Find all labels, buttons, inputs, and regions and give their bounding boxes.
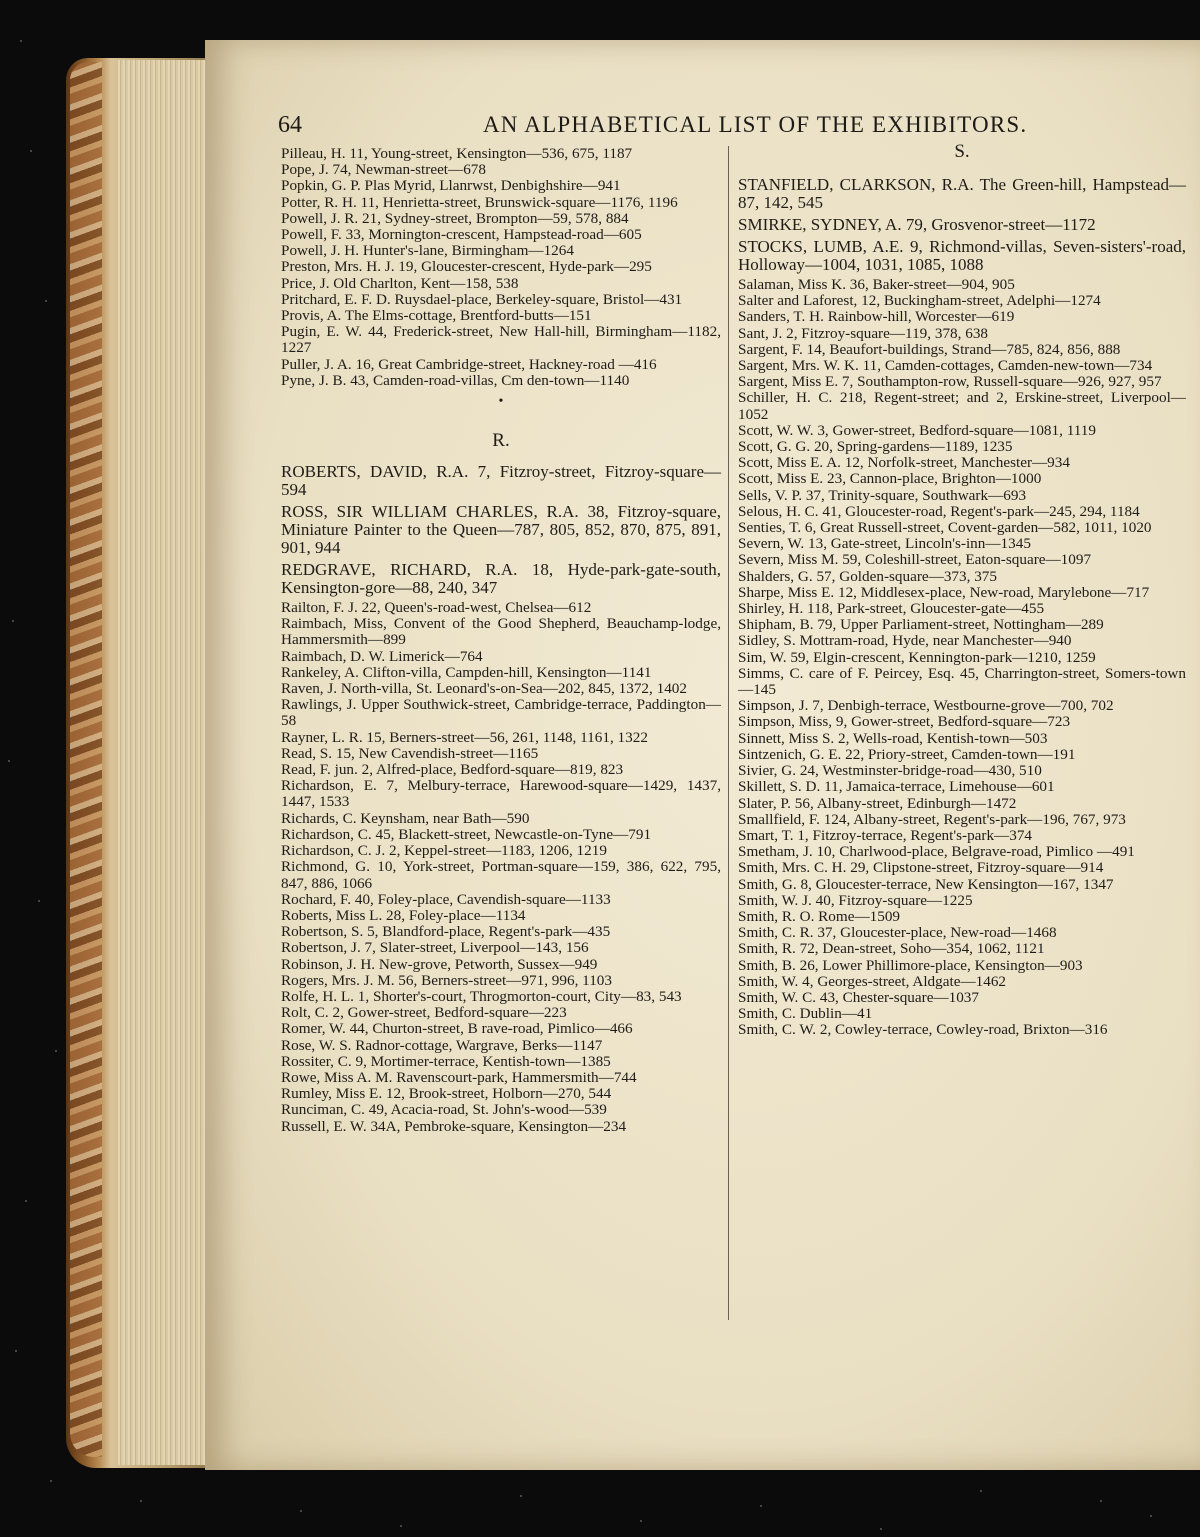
background-speck — [50, 1480, 52, 1482]
background-speck — [30, 150, 32, 152]
background-speck — [55, 1050, 57, 1052]
exhibitor-entry: Price, J. Old Charlton, Kent—158, 538 — [281, 274, 519, 292]
exhibitor-entry: Simpson, J. 7, Denbigh-terrace, Westbourne-grove—700, 702 — [738, 697, 1114, 715]
background-speck — [760, 1505, 762, 1507]
column-divider — [728, 146, 729, 1320]
exhibitor-entry: Rochard, F. 40, Foley-place, Cavendish-square—1133 — [281, 890, 611, 908]
exhibitor-entry: Pilleau, H. 11, Young-street, Kensington—536, 675, 1187 — [281, 145, 633, 162]
background-speck — [25, 1200, 27, 1202]
exhibitor-entry: Robertson, S. 5, Blandford-place, Regent's-park—435 — [281, 923, 611, 941]
academician-entry: STANFIELD, CLARKSON, R.A. The Green-hill, Hampstead—87, 142, 545 — [738, 175, 1186, 212]
exhibitor-entry: Smith, R. 72, Dean-street, Soho—354, 1062, 1121 — [738, 940, 1045, 958]
s-academicians-list — [738, 176, 1186, 274]
exhibitor-entry: Smith, G. 8, Gloucester-terrace, New Kensington—167, 1347 — [738, 875, 1114, 893]
section-letter-r: R. — [492, 430, 510, 452]
exhibitor-entry: Robertson, J. 7, Slater-street, Liverpool—143, 156 — [281, 939, 589, 957]
academician-entry: REDGRAVE, RICHARD, R.A. 18, Hyde-park-gate-south, Kensington-gore—88, 240, 347 — [281, 560, 721, 598]
exhibitor-entry: Simms, C. care of F. Peircey, Esq. 45, Charrington-street, Somers-town—145 — [738, 664, 1186, 699]
exhibitor-entry: Smith, W. J. 40, Fitzroy-square—1225 — [738, 891, 973, 909]
exhibitor-entry: Romer, W. 44, Churton-street, B rave-road, Pimlico—466 — [281, 1020, 633, 1038]
academician-entry: ROSS, SIR WILLIAM CHARLES, R.A. 38, Fitzroy-square, Miniature Painter to the Queen—787, 805, 852, 870, 875, 891, 901, 944 — [281, 502, 721, 558]
exhibitor-entry: Sintzenich, G. E. 22, Priory-street, Camden-town—191 — [738, 745, 1076, 763]
exhibitor-entry: Scott, Miss E. A. 12, Norfolk-street, Manchester—934 — [738, 454, 1070, 472]
exhibitor-entry: Raimbach, Miss, Convent of the Good Shepherd, Beauchamp-lodge, Hammersmith—899 — [281, 615, 721, 649]
exhibitor-entry: Powell, J. R. 21, Sydney-street, Brompton—59, 578, 884 — [281, 209, 629, 227]
background-speck — [15, 1350, 17, 1352]
exhibitor-entry: Puller, J. A. 16, Great Cambridge-street, Hackney-road —416 — [281, 355, 657, 373]
exhibitor-entry: Russell, E. W. 34A, Pembroke-square, Kensington—234 — [281, 1117, 627, 1135]
background-speck — [38, 900, 40, 902]
exhibitor-entry: Smith, C. W. 2, Cowley-terrace, Cowley-road, Brixton—316 — [738, 1021, 1108, 1039]
exhibitor-entry: Rowe, Miss A. M. Ravenscourt-park, Hammersmith—744 — [281, 1068, 637, 1086]
exhibitor-entry: Scott, Miss E. 23, Cannon-place, Brighton—1000 — [738, 470, 1042, 488]
background-speck — [880, 1528, 882, 1530]
exhibitor-entry: Roberts, Miss L. 28, Foley-place—1134 — [281, 906, 526, 924]
exhibitor-entry: Smith, W. C. 43, Chester-square—1037 — [738, 988, 979, 1006]
exhibitor-entry: Pritchard, E. F. D. Ruysdael-place, Berkeley-square, Bristol—431 — [281, 290, 683, 308]
exhibitor-entry: Rogers, Mrs. J. M. 56, Berners-street—971, 996, 1103 — [281, 971, 612, 989]
exhibitor-entry: Sargent, F. 14, Beaufort-buildings, Strand—785, 824, 856, 888 — [738, 340, 1121, 358]
background-speck — [12, 620, 14, 622]
exhibitor-entry: Raimbach, D. W. Limerick—764 — [281, 647, 483, 665]
exhibitor-entry: Preston, Mrs. H. J. 19, Gloucester-crescent, Hyde-park—295 — [281, 258, 652, 276]
academician-entry: STOCKS, LUMB, A.E. 9, Richmond-villas, Seven-sisters'-road, Holloway—1004, 1031, 1085, 1088 — [738, 237, 1186, 274]
exhibitor-entry: Potter, R. H. 11, Henrietta-street, Brunswick-square—1176, 1196 — [281, 193, 678, 211]
exhibitor-entry: Sim, W. 59, Elgin-crescent, Kennington-park—1210, 1259 — [738, 648, 1096, 666]
exhibitor-entry: Raven, J. North-villa, St. Leonard's-on-Sea—202, 845, 1372, 1402 — [281, 680, 687, 698]
exhibitor-entry: Smetham, J. 10, Charlwood-place, Belgrave-road, Pimlico —491 — [738, 843, 1135, 861]
background-speck — [1150, 1515, 1152, 1517]
exhibitor-entry: Read, F. jun. 2, Alfred-place, Bedford-square—819, 823 — [281, 761, 624, 779]
left-column — [281, 146, 721, 1135]
exhibitor-entry: Smith, R. O. Rome—1509 — [738, 907, 901, 925]
background-speck — [20, 40, 22, 42]
academician-entry: SMIRKE, SYDNEY, A. 79, Grosvenor-street—1172 — [738, 215, 1096, 234]
exhibitor-entry: Smallfield, F. 124, Albany-street, Regent's-park—196, 767, 973 — [738, 810, 1126, 828]
page-leaves — [118, 60, 210, 1465]
exhibitor-entry: Powell, F. 33, Mornington-crescent, Hampstead-road—605 — [281, 226, 642, 244]
exhibitor-entry: Shirley, H. 118, Park-street, Gloucester-gate—455 — [738, 600, 1045, 618]
exhibitor-entry: Runciman, C. 49, Acacia-road, St. John's-wood—539 — [281, 1101, 607, 1119]
exhibitor-entry: Severn, Miss M. 59, Coleshill-street, Eaton-square—1097 — [738, 551, 1092, 569]
page-header — [278, 112, 1178, 144]
exhibitor-entry: Senties, T. 6, Great Russell-street, Covent-garden—582, 1011, 1020 — [738, 519, 1152, 537]
exhibitor-entry: Provis, A. The Elms-cottage, Brentford-butts—151 — [281, 307, 592, 325]
exhibitor-entry: Richards, C. Keynsham, near Bath—590 — [281, 809, 530, 827]
exhibitor-entry: Rayner, L. R. 15, Berners-street—56, 261, 1148, 1161, 1322 — [281, 728, 648, 746]
exhibitor-entry: Smith, C. R. 37, Gloucester-place, New-road—1468 — [738, 924, 1057, 942]
section-dot: • — [498, 394, 504, 410]
academician-entry: ROBERTS, DAVID, R.A. 7, Fitzroy-street, Fitzroy-square—594 — [281, 462, 721, 500]
p-entries-list — [281, 146, 721, 389]
background-speck — [640, 1520, 642, 1522]
exhibitor-entry: Pope, J. 74, Newman-street—678 — [281, 161, 486, 179]
exhibitor-entry: Railton, F. J. 22, Queen's-road-west, Chelsea—612 — [281, 599, 592, 617]
exhibitor-entry: Pyne, J. B. 43, Camden-road-villas, Cm den-town—1140 — [281, 371, 630, 389]
exhibitor-entry: Slater, P. 56, Albany-street, Edinburgh—1472 — [738, 794, 1017, 812]
exhibitor-entry: Scott, W. W. 3, Gower-street, Bedford-square—1081, 1119 — [738, 421, 1096, 439]
exhibitor-entry: Read, S. 15, New Cavendish-street—1165 — [281, 744, 539, 762]
exhibitor-entry: Rolt, C. 2, Gower-street, Bedford-square—223 — [281, 1004, 567, 1022]
exhibitor-entry: Sinnett, Miss S. 2, Wells-road, Kentish-town—503 — [738, 729, 1048, 747]
section-letter-s: S. — [954, 141, 970, 162]
exhibitor-entry: Selous, H. C. 41, Gloucester-road, Regent's-park—245, 294, 1184 — [738, 502, 1140, 520]
exhibitor-entry: Popkin, G. P. Plas Myrid, Llanrwst, Denbighshire—941 — [281, 177, 621, 195]
exhibitor-entry: Rumley, Miss E. 12, Brook-street, Holborn—270, 544 — [281, 1085, 612, 1103]
exhibitor-entry: Sant, J. 2, Fitzroy-square—119, 378, 638 — [738, 324, 989, 342]
exhibitor-entry: Sharpe, Miss E. 12, Middlesex-place, New-road, Marylebone—717 — [738, 583, 1150, 601]
exhibitor-entry: Skillett, S. D. 11, Jamaica-terrace, Limehouse—601 — [738, 778, 1055, 796]
exhibitor-entry: Scott, G. G. 20, Spring-gardens—1189, 1235 — [738, 438, 1013, 456]
exhibitor-entry: Salter and Laforest, 12, Buckingham-street, Adelphi—1274 — [738, 292, 1101, 310]
right-column — [738, 142, 1186, 1039]
exhibitor-entry: Powell, J. H. Hunter's-lane, Birmingham—1264 — [281, 242, 574, 260]
background-speck — [8, 760, 10, 762]
exhibitor-entry: Sargent, Mrs. W. K. 11, Camden-cottages, Camden-new-town—734 — [738, 357, 1153, 375]
exhibitor-entry: Richardson, C. 45, Blackett-street, Newcastle-on-Tyne—791 — [281, 825, 652, 843]
exhibitor-entry: Smith, Mrs. C. H. 29, Clipstone-street, Fitzroy-square—914 — [738, 859, 1104, 877]
exhibitor-entry: Rolfe, H. L. 1, Shorter's-court, Throgmorton-court, City—83, 543 — [281, 987, 682, 1005]
background-speck — [400, 1525, 402, 1527]
exhibitor-entry: Shalders, G. 57, Golden-square—373, 375 — [738, 567, 997, 585]
s-entries-list — [738, 277, 1186, 1039]
exhibitor-entry: Severn, W. 13, Gate-street, Lincoln's-inn—1345 — [738, 535, 1031, 553]
page-number: 64 — [278, 112, 302, 138]
exhibitor-entry: Rossiter, C. 9, Mortimer-terrace, Kentish-town—1385 — [281, 1052, 611, 1070]
exhibitor-entry: Robinson, J. H. New-grove, Petworth, Sussex—949 — [281, 955, 598, 973]
exhibitor-entry: Smith, W. 4, Georges-street, Aldgate—1462 — [738, 972, 1007, 990]
exhibitor-entry: Sidley, S. Mottram-road, Hyde, near Manchester—940 — [738, 632, 1072, 650]
exhibitor-entry: Sivier, G. 24, Westminster-bridge-road—430, 510 — [738, 762, 1042, 780]
background-speck — [300, 1510, 302, 1512]
exhibitor-entry: Salaman, Miss K. 36, Baker-street—904, 905 — [738, 276, 1015, 293]
marbled-endpaper — [70, 62, 102, 1457]
background-speck — [980, 1490, 982, 1492]
background-speck — [140, 1500, 142, 1502]
exhibitor-entry: Smart, T. 1, Fitzroy-terrace, Regent's-park—374 — [738, 826, 1033, 844]
exhibitor-entry: Simpson, Miss, 9, Gower-street, Bedford-square—723 — [738, 713, 1071, 731]
exhibitor-entry: Sargent, Miss E. 7, Southampton-row, Russell-square—926, 927, 957 — [738, 373, 1162, 391]
exhibitor-entry: Schiller, H. C. 218, Regent-street; and 2, Erskine-street, Liverpool—1052 — [738, 389, 1186, 423]
exhibitor-entry: Smith, C. Dublin—41 — [738, 1005, 873, 1023]
exhibitor-entry: Pugin, E. W. 44, Frederick-street, New Hall-hill, Birmingham—1182, 1227 — [281, 323, 721, 357]
background-speck — [520, 1495, 522, 1497]
exhibitor-entry: Sells, V. P. 37, Trinity-square, Southwark—693 — [738, 486, 1027, 504]
exhibitor-entry: Smith, B. 26, Lower Phillimore-place, Kensington—903 — [738, 956, 1083, 974]
exhibitor-entry: Rawlings, J. Upper Southwick-street, Cambridge-terrace, Paddington—58 — [281, 696, 721, 730]
r-entries-list — [281, 600, 721, 1135]
background-speck — [1100, 1500, 1102, 1502]
exhibitor-entry: Richmond, G. 10, York-street, Portman-square—159, 386, 622, 795, 847, 886, 1066 — [281, 858, 721, 892]
exhibitor-entry: Sanders, T. H. Rainbow-hill, Worcester—619 — [738, 308, 1015, 326]
running-title: AN ALPHABETICAL LIST OF THE EXHIBITORS. — [483, 112, 1028, 137]
exhibitor-entry: Richardson, E. 7, Melbury-terrace, Harewood-square—1429, 1437, 1447, 1533 — [281, 777, 721, 811]
background-speck — [45, 300, 47, 302]
exhibitor-entry: Richardson, C. J. 2, Keppel-street—1183, 1206, 1219 — [281, 842, 607, 860]
exhibitor-entry: Rose, W. S. Radnor-cottage, Wargrave, Berks—1147 — [281, 1036, 603, 1054]
r-academicians-list — [281, 463, 721, 597]
exhibitor-entry: Shipham, B. 79, Upper Parliament-street, Nottingham—289 — [738, 616, 1104, 634]
exhibitor-entry: Rankeley, A. Clifton-villa, Campden-hill, Kensington—1141 — [281, 663, 652, 681]
